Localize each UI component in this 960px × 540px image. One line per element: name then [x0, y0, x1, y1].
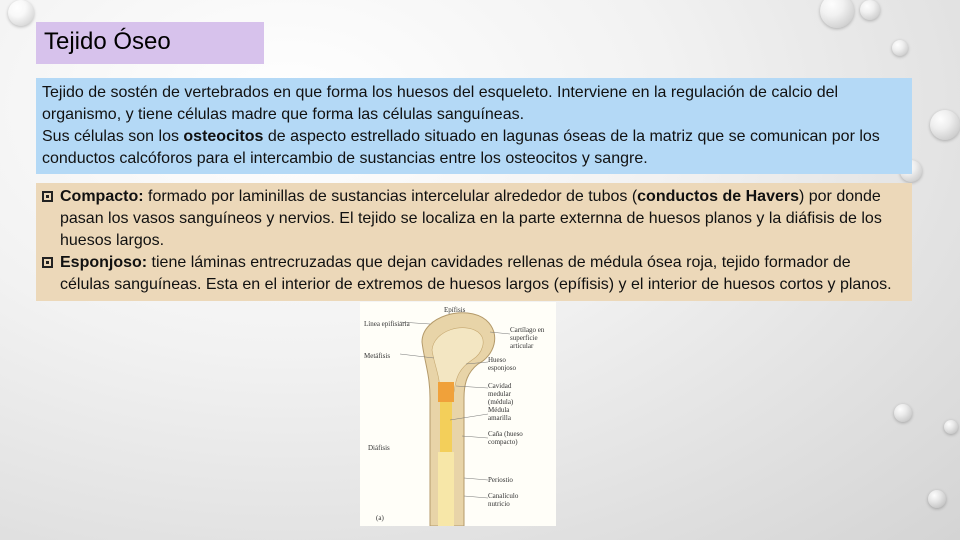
list-item-term: Esponjoso: — [60, 254, 148, 271]
decorative-bubble — [944, 420, 958, 434]
slide-title-text: Tejido Óseo — [44, 28, 171, 55]
label-canaliculo: Canalículo nutricio — [488, 492, 519, 508]
label-cavidad-medular: Cavidad medular (médula) — [488, 382, 514, 406]
list-item-compacto — [42, 186, 900, 252]
slide-title — [36, 22, 264, 64]
bone-types-list — [42, 186, 900, 296]
red-marrow — [438, 382, 454, 402]
decorative-bubble — [930, 110, 960, 140]
label-periostio: Periostio — [488, 476, 513, 484]
decorative-bubble — [820, 0, 854, 28]
checkbox-bullet-icon — [42, 191, 53, 202]
label-metafisis: Metáfisis — [364, 352, 391, 360]
intro-paragraph-1: Tejido de sostén de vertebrados en que forma los huesos del esqueleto. Interviene en la regulación de calcio del organismo, y tiene células madre que forma las células sanguíneas. — [42, 84, 839, 123]
label-hueso-esponjoso: Hueso esponjoso — [488, 356, 516, 372]
bone-diagram — [360, 302, 556, 526]
marrow-cavity — [438, 452, 454, 526]
label-medula-amarilla: Médula amarilla — [488, 406, 511, 422]
decorative-bubble — [894, 404, 912, 422]
intro-text: de aspecto estrellado situado en lagunas óseas de la matriz que se comunican por los conductos calcóforos para el intercambio de sustancias entre los osteocitos y sangre. — [42, 128, 880, 167]
list-item-text: formado por laminillas de sustancias intercelular alrededor de tubos ( — [143, 188, 638, 205]
list-item-text — [60, 186, 900, 252]
label-epifisis: Epífisis — [444, 306, 466, 314]
label-cana: Caña (hueso compacto) — [488, 430, 523, 446]
list-item-text: ) por donde pasan los vasos sanguíneos y nervios. El tejido se localiza en la parte externna de huesos planos y la diáfisis de los huesos largos. — [60, 188, 882, 249]
yellow-marrow — [440, 402, 452, 452]
list-item-text: tiene láminas entrecruzadas que dejan cavidades rellenas de médula ósea roja, tejido formador de células sanguíneas. Esta en el interior de extremos de huesos largos (epífisis) y el interior de huesos cortos y planos. — [60, 254, 892, 293]
decorative-bubble — [892, 40, 908, 56]
decorative-bubble — [928, 490, 946, 508]
decorative-bubble — [8, 0, 34, 26]
list-item-text — [60, 252, 900, 296]
label-cartilago: Cartílago en superficie articular — [510, 326, 545, 350]
intro-text: Sus células son los — [42, 128, 184, 145]
decorative-bubble — [860, 0, 880, 20]
checkbox-bullet-icon — [42, 257, 53, 268]
intro-panel — [36, 78, 912, 174]
label-panel: (a) — [376, 514, 384, 522]
intro-bold-term: osteocitos — [183, 128, 264, 145]
list-item-bold-term: conductos de Havers — [637, 188, 799, 205]
label-linea-epifisiaria: Línea epifisiaria — [364, 320, 410, 328]
list-item-term: Compacto: — [60, 188, 144, 205]
intro-paragraph-2 — [42, 126, 906, 170]
list-item-esponjoso — [42, 252, 900, 296]
label-diafisis: Diáfisis — [368, 444, 390, 452]
